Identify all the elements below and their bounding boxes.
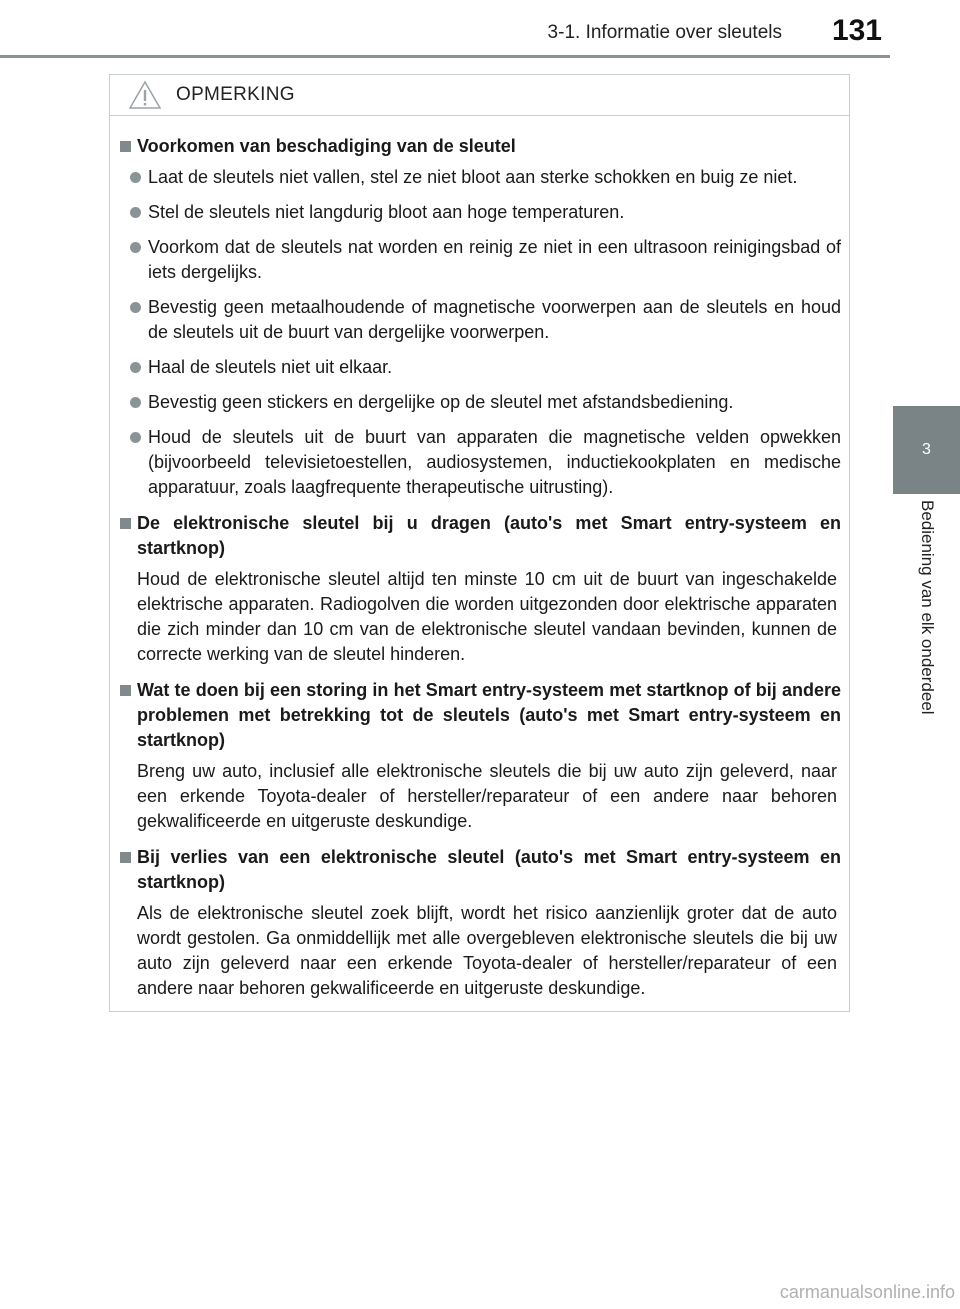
chapter-number: 3 <box>922 441 931 458</box>
section-heading: De elektronische sleutel bij u dragen (auto's met Smart entry-systeem en startknop) <box>120 511 841 561</box>
list-item: Bevestig geen metaalhoudende of magnetische voorwerpen aan de sleutels en houd de sleutels uit de buurt van dergelijke voorwerpen. <box>120 295 841 345</box>
section-malfunction <box>120 678 841 834</box>
bullet-dot-icon <box>130 432 141 443</box>
chapter-label: Bediening van elk onderdeel <box>918 500 937 715</box>
page-number: 131 <box>831 14 882 47</box>
list-item: Voorkom dat de sleutels nat worden en reinig ze niet in een ultrasoon reinigingsbad of iets dergelijks. <box>120 235 841 285</box>
square-bullet-icon <box>120 141 131 152</box>
bullet-dot-icon <box>130 242 141 253</box>
bullet-dot-icon <box>130 302 141 313</box>
bullet-dot-icon <box>130 172 141 183</box>
chapter-tab <box>893 406 960 494</box>
notice-body <box>110 116 849 1001</box>
list-item: Houd de sleutels uit de buurt van apparaten die magnetische velden opwekken (bijvoorbeeld televisietoestellen, audiosystemen, inductiekookplaten en medische apparatuur, zoals laagfrequente therapeutische uitrusting). <box>120 425 841 500</box>
chapter-label-container <box>896 500 958 750</box>
bullet-dot-icon <box>130 362 141 373</box>
square-bullet-icon <box>120 685 131 696</box>
section-carrying-key <box>120 511 841 667</box>
notice-title: OPMERKING <box>176 84 295 105</box>
list-item: Bevestig geen stickers en dergelijke op de sleutel met afstandsbediening. <box>120 390 841 415</box>
section-text: Als de elektronische sleutel zoek blijft, wordt het risico aanzienlijk groter dat de auto wordt gestolen. Ga onmiddellijk met alle overgebleven elektronische sleutels die bij uw auto zijn geleverd naar een erkende Toyota-dealer of hersteller/reparateur of een andere naar behoren gekwalificeerde en uitgeruste deskundige. <box>137 903 837 998</box>
square-bullet-icon <box>120 518 131 529</box>
section-text: Breng uw auto, inclusief alle elektronische sleutels die bij uw auto zijn geleverd, naar een erkende Toyota-dealer of hersteller/reparateur of een andere naar behoren gekwalificeerde en uitgeruste deskundige. <box>137 761 837 831</box>
section-title: 3-1. Informatie over sleutels <box>547 22 782 43</box>
section-lost-key <box>120 845 841 1001</box>
section-heading: Bij verlies van een elektronische sleutel (auto's met Smart entry-systeem en startknop) <box>120 845 841 895</box>
list-item: Haal de sleutels niet uit elkaar. <box>120 355 841 380</box>
square-bullet-icon <box>120 852 131 863</box>
notice-box <box>109 74 850 1012</box>
warning-triangle-icon <box>128 80 162 110</box>
section-heading: Voorkomen van beschadiging van de sleutel <box>120 134 841 159</box>
list-item: Laat de sleutels niet vallen, stel ze niet bloot aan sterke schokken en buig ze niet. <box>120 165 841 190</box>
bullet-dot-icon <box>130 207 141 218</box>
bullet-dot-icon <box>130 397 141 408</box>
section-text: Houd de elektronische sleutel altijd ten minste 10 cm uit de buurt van ingeschakelde elektrische apparaten. Radiogolven die worden uitgezonden door elektrische apparaten die zich minder dan 10 cm van de elektronische sleutel vandaan bevinden, kunnen de correcte werking van de sleutel hinderen. <box>137 569 837 664</box>
section-heading: Wat te doen bij een storing in het Smart entry-systeem met startknop of bij andere problemen met betrekking tot de sleutels (auto's met Smart entry-systeem en startknop) <box>120 678 841 753</box>
section-key-damage <box>120 134 841 500</box>
watermark: carmanualsonline.info <box>779 1282 955 1302</box>
header-rule <box>0 55 890 58</box>
notice-header <box>110 75 849 116</box>
list-item: Stel de sleutels niet langdurig bloot aan hoge temperaturen. <box>120 200 841 225</box>
